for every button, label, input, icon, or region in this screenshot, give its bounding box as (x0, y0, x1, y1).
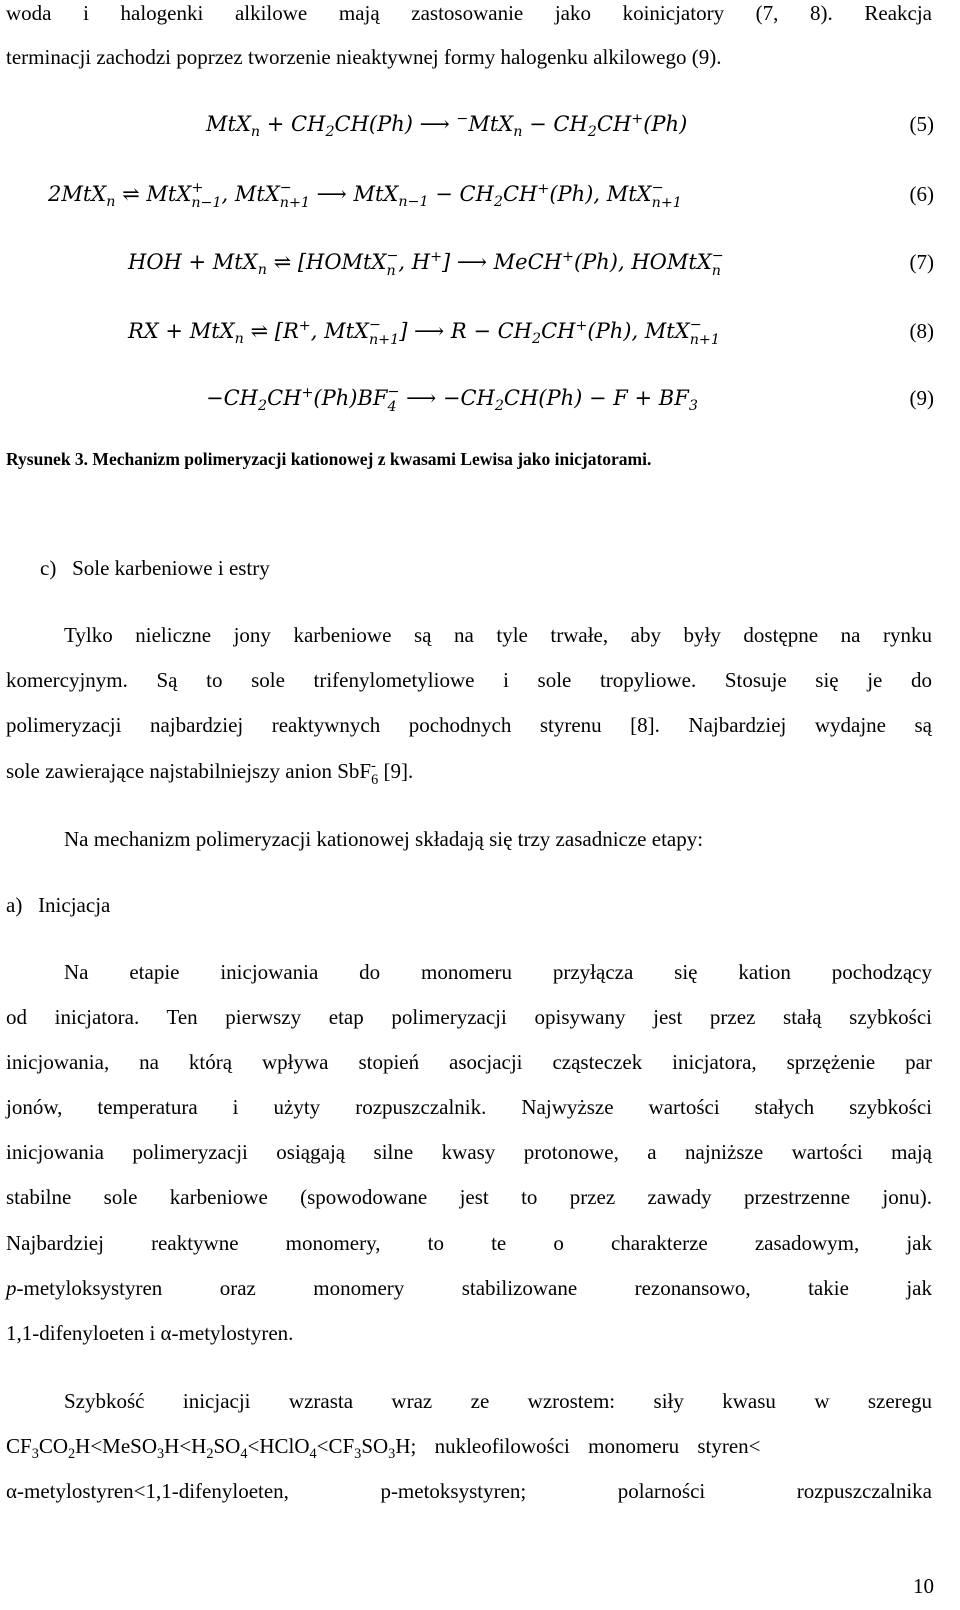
paragraph-4-line-2: $CF_3CO_2H<MeSO_3H<H_2SO_4<HClO_4<CF_3SO_3H$; nukleofilowości monomeru styren< (6, 1434, 761, 1463)
paragraph-3-line-9: 1,1-difenyloeten i α-metylostyren. (6, 1321, 294, 1345)
paragraph-2: Na mechanizm polimeryzacji kationowej składają się trzy zasadnicze etapy: (64, 827, 704, 851)
paragraph-1-line-1: Tylko nieliczne jony karbeniowe są na tyle trwałe, aby były dostępne na rynku (64, 623, 932, 647)
sbf6-subscript: 6 (371, 772, 379, 789)
paragraph-3-line-8-text: -metyloksystyren oraz monomery stabilizowane rezonansowo, takie jak (16, 1276, 932, 1300)
intro-line-2: terminacji zachodzi poprzez tworzenie nieaktywnej formy halogenku alkilowego (9). (6, 45, 722, 69)
equation-7: HOH + MtX$_n$ ⇌ [HOMtX − n , H+] ⟶ MeCH+(Ph), HOMtX − n (128, 248, 724, 279)
paragraph-4-line-3: α-metylostyren<1,1-difenyloeten, p-metoksystyren; polarności rozpuszczalnika (6, 1479, 932, 1503)
equation-9: $-CH_2CH^+(Ph)BF$ − 4 ⟶ $-CH_2CH(Ph) - F + BF_3$ (206, 384, 698, 415)
equation-5: $MtX_n + CH_2CH(Ph)$ ⟶ $^-MtX_n - CH_2CH^+(Ph)$ (206, 111, 688, 141)
paragraph-4-line-2-tail: ; nukleofilowości monomeru styren< (410, 1434, 761, 1458)
paragraph-3-line-2: od inicjatora. Ten pierwszy etap polimeryzacji opisywany jest przez stałą szybkości (6, 1005, 932, 1029)
equation-number-8: (8) (909, 319, 934, 343)
paragraph-3-line-6: stabilne sole karbeniowe (spowodowane jest to przez zawady przestrzenne jonu). (6, 1185, 932, 1209)
paragraph-3-line-3: inicjowania, na którą wpływa stopień asocjacji cząsteczek inicjatora, sprzężenie par (6, 1050, 932, 1074)
equation-6: 2MtX$_n$ ⇌ MtX + n−1 , MtX − n+1 ⟶ $MtX_{n-1} - CH_2CH^+(Ph)$, MtX − n+1 (48, 180, 682, 211)
equation-number-9: (9) (909, 386, 934, 410)
paragraph-3-line-7: Najbardziej reaktywne monomery, to te o charakterze zasadowym, jak (6, 1231, 932, 1255)
section-heading-a: a) Inicjacja (6, 893, 111, 917)
paragraph-3-line-8-italic: p (6, 1276, 17, 1300)
figure-caption: Rysunek 3. Mechanizm polimeryzacji kationowej z kwasami Lewisa jako inicjatorami. (6, 449, 652, 469)
paragraph-1-line-3: polimeryzacji najbardziej reaktywnych pochodnych styrenu [8]. Najbardziej wydajne są (6, 713, 932, 737)
equation-number-5: (5) (909, 112, 934, 136)
section-heading-c: c) Sole karbeniowe i estry (40, 556, 270, 580)
paragraph-3-line-1: Na etapie inicjowania do monomeru przyłącza się kation pochodzący (64, 960, 932, 984)
paragraph-4-line-1: Szybkość inicjacji wzrasta wraz ze wzrostem: siły kwasu w szeregu (64, 1389, 932, 1413)
intro-line-1: woda i halogenki alkilowe mają zastosowanie jako koinicjatory (7, 8). Reakcja (6, 1, 932, 25)
paragraph-1-line-4 (6, 758, 932, 787)
equation-number-7: (7) (909, 250, 934, 274)
paragraph-3-line-5: inicjowania polimeryzacji osiągają silne kwasy protonowe, a najniższe wartości mają (6, 1140, 932, 1164)
paragraph-1-line-4-text: sole zawierające najstabilniejszy anion SbF (6, 759, 372, 783)
paragraph-1-line-2: komercyjnym. Są to sole trifenylometyliowe i sole tropyliowe. Stosuje się je do (6, 668, 932, 692)
sbf6-charge: - (371, 757, 376, 774)
paragraph-3-line-8 (6, 1275, 932, 1301)
page-number: 10 (913, 1574, 934, 1598)
paragraph-1-line-4-ref: [9]. (378, 759, 414, 783)
equation-number-6: (6) (909, 182, 934, 206)
equation-8: RX + MtX$_n$ ⇌ [R+, MtX − n+1 ] ⟶ $R - CH_2CH^+(Ph)$, MtX − n+1 (128, 317, 720, 348)
paragraph-3-line-4: jonów, temperatura i użyty rozpuszczalnik. Najwyższe wartości stałych szybkości (6, 1095, 932, 1119)
